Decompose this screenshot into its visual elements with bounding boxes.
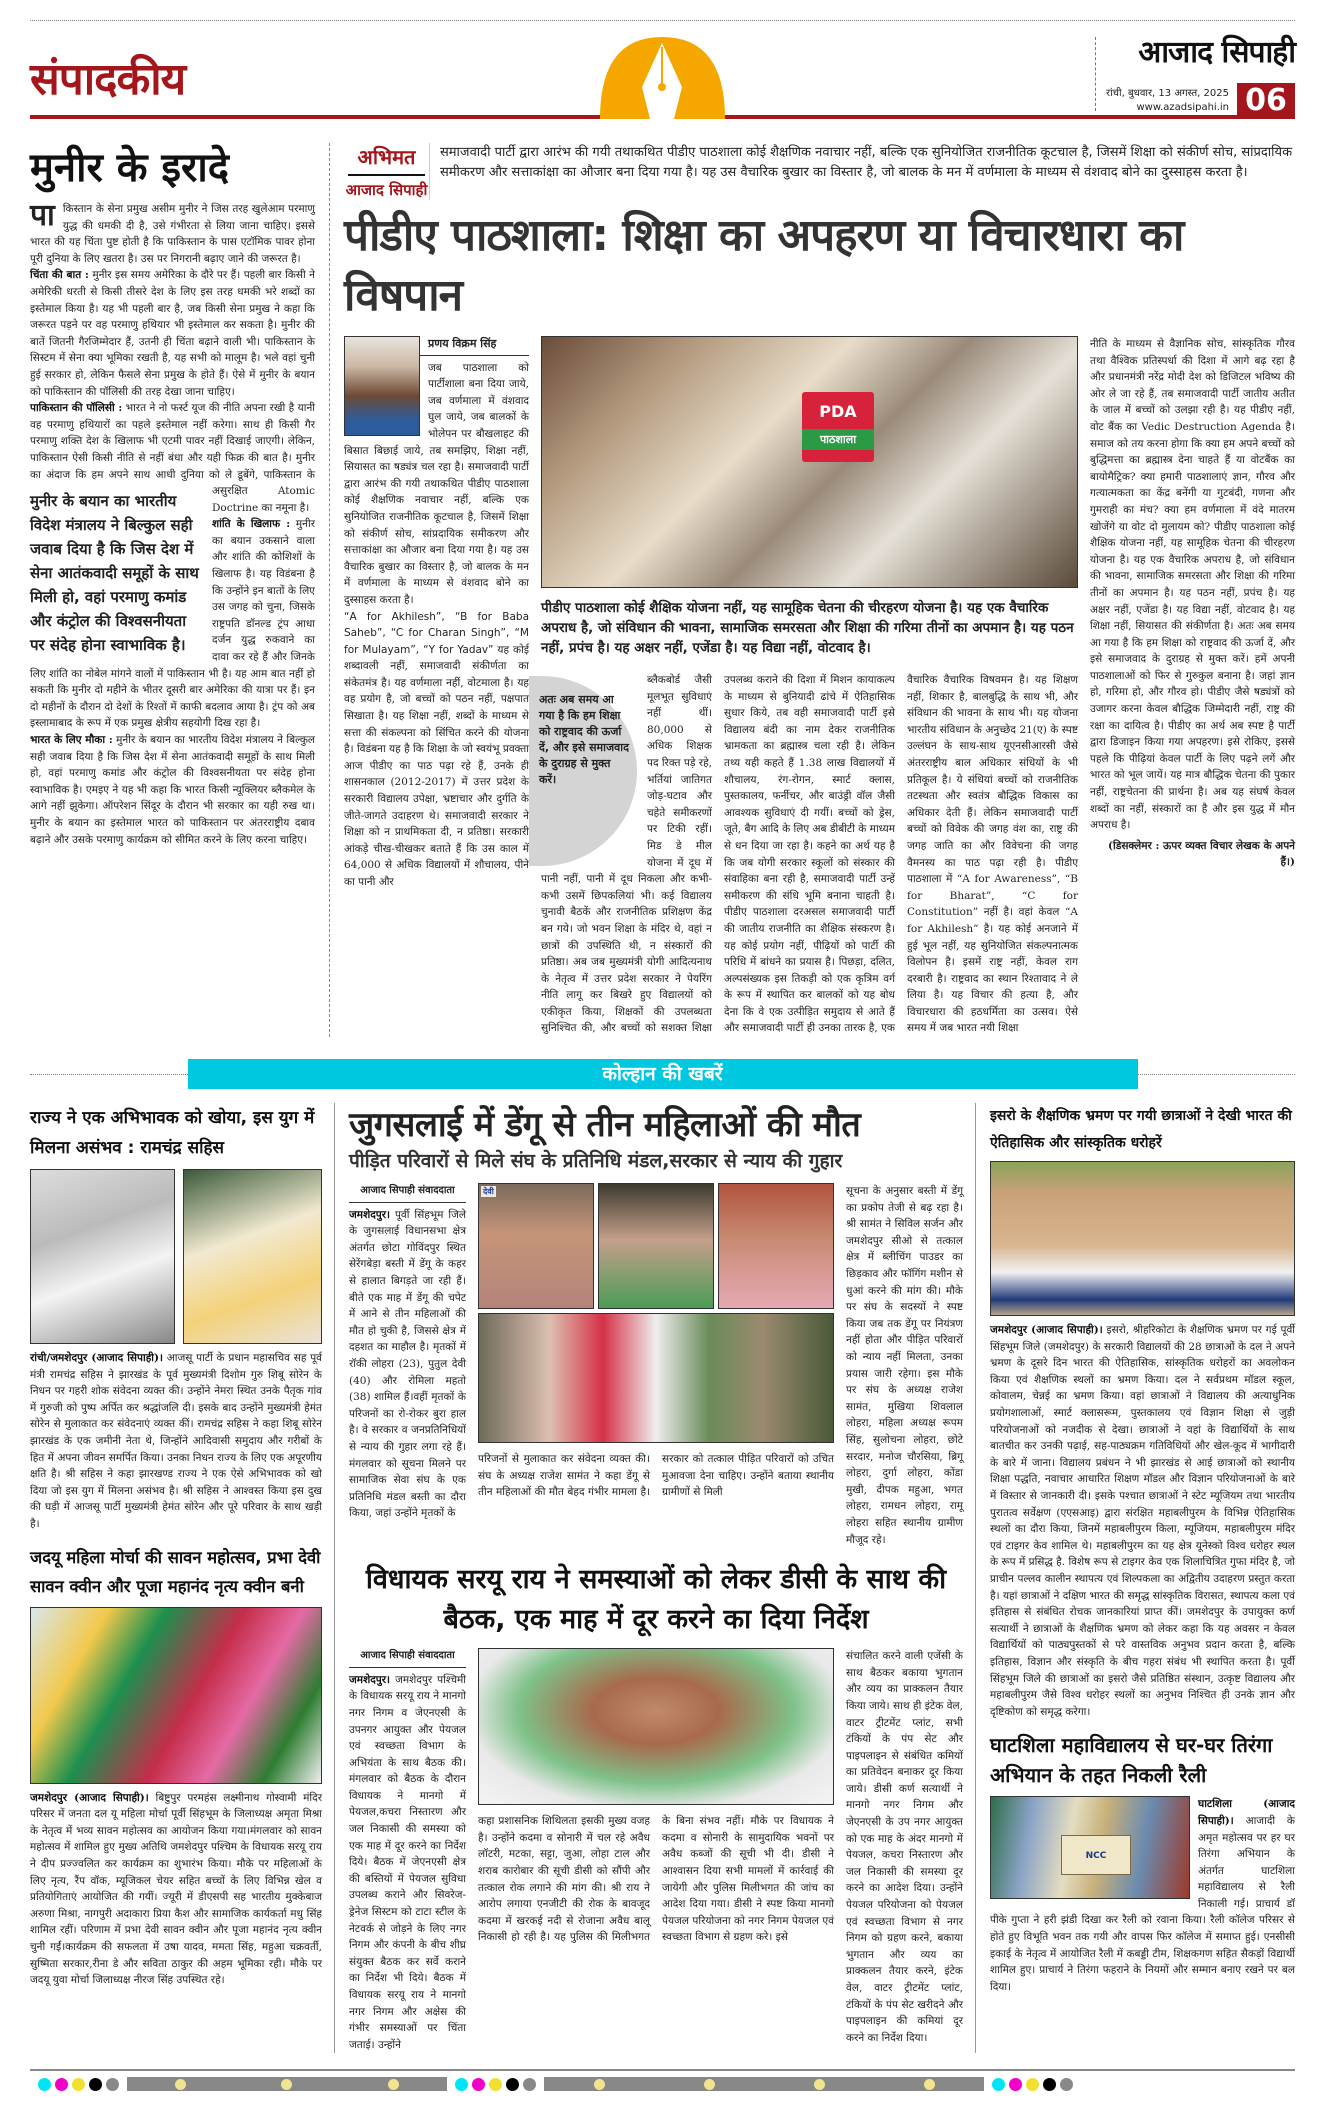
print-bar — [544, 2077, 984, 2091]
band-rule — [30, 1074, 188, 1075]
opinion-para: यह कोई शब्दावली नहीं, समाजवादी संकीर्णता का संकेतमंत्र है। यह वर्णमाला नहीं, वोटमाला है। यह वह प्रयोग है, जो बच्चों को पठन नहीं, पक्षपात सिखाता है। यह शिक्षा नहीं, शब्दों के माध्यम से सत्ता की संकल्पना को सिंचित करने की योजना है। विडंबना यह है कि शिक्षा के जो स्वयंभू प्रवक्ता आज पीडीए का पाठ पढ़ा रहे हैं, उनके ही शासनकाल (2012-2017) में उत्तर प्रदेश के सरकारी विद्यालय उपेक्षा, भ्रष्टाचार और दुर्गति के जीते-जागते उदाहरण थे। समाजवादी सरकार ने शिक्षा को न प्राथमिकता दी, न प्रतिष्ठा। सरकारी आंकड़े चीख-चीखकर बताते हैं कि उस काल में 64,000 से अधिक विद्यालयों में शौचालय, पीने का पानी और — [344, 643, 529, 888]
editorial-para: मुनीर के बयान का भारतीय विदेश मंत्रालय ने बिल्कुल सही जवाब दिया है कि जिस देश में सेना आतंकवादी समूहों के साथ मिली हो, वहां परमाणु कमांड और कंट्रोल की विश्वसनीयता पर संदेह होना स्वाभाविक है। एमइए ने यह भी कहा कि भारत किसी न्यूक्लियर ब्लैकमेल के आगे नहीं झुकेगा। ऑपरेशन सिंदूर के दौरान भी सरकार का यही रुख था। मुनीर के बयान का इस्तेमाल भारत को पाकिस्तान पर अंतरराष्ट्रीय दबाव बढ़ाने और उसके परमाणु कार्यक्रम को सीमित करने के लिए करना चाहिए। — [30, 734, 315, 846]
story-column: सूचना के अनुसार बस्ती में डेंगू का प्रकोप तेजी से बढ़ रहा है। श्री सामंत ने सिविल सर्जन और जमशेदपुर सीओ से तत्काल क्षेत्र में ब्लीचिंग पाउडर का छिड़काव और फॉगिंग मशीन से धुआं करने की मांग की। मौके पर संघ के सदस्यों ने स्पष्ट किया जब तक डेंगू पर नियंत्रण नहीं होता और पीड़ित परिवारों को न्याय नहीं मिलता, उनका प्रयास जारी रहेगा। इस मौके पर संघ के अध्यक्ष राजेश सामंत, मुखिया शिवलाल लोहरा, महिला अध्यक्ष रूपम सिंह, सुलोचना लोहरा, छोटे सरदार, मनोज चौरसिया, ब्रिगू लोहरा, दुर्गा लोहरा, कोंडा मुखी, दीपक महुआ, भगत लोहरा, रामधन लोहरा, रामू लोहरा सहित स्थानीय ग्रामीण मौजूद रहे। — [846, 1185, 963, 1546]
victim-label: देवी — [483, 1187, 494, 1197]
students-group-photo — [990, 1161, 1295, 1316]
print-dot — [388, 2079, 399, 2090]
registration-dot — [523, 2078, 536, 2091]
story-columns — [478, 1451, 834, 1501]
registration-dot — [1026, 2078, 1039, 2091]
left-stories — [30, 1103, 335, 2053]
pda-sign-text: PDA — [819, 402, 857, 421]
band-row — [30, 1059, 1295, 1089]
registration-dot — [89, 2078, 102, 2091]
registration-dot — [472, 2078, 485, 2091]
top-rule — [30, 20, 1295, 21]
opinion-body — [344, 336, 1295, 1037]
section-title: संपादकीय — [30, 54, 186, 105]
opinion-deck: समाजवादी पार्टी द्वारा आरंभ की गयी तथाकथित पीडीए पाठशाला कोई शैक्षणिक नवाचार नहीं, बल्कि एक सुनियोजित राजनीतिक कूटचाल है, जिसमें शिक्षा को संकीर्ण सोच, सांप्रदायिक समीकरण और सत्ताकांक्षा का औजार बना दिया गया है। यह उस वैचारिक बुखार का विस्तार है, जो बालक के मन में वर्णमाला के माध्यम से वंशवाद बोने का दुस्साहस करता है। — [440, 145, 1293, 180]
story-photos — [30, 1169, 322, 1344]
bottom-zone — [30, 1103, 1295, 2053]
opinion-label — [344, 143, 430, 200]
ncc-banner: NCC — [1061, 1835, 1131, 1875]
pen-nib-logo-icon — [580, 37, 745, 119]
registration-marks — [30, 2078, 127, 2091]
print-dot — [175, 2079, 186, 2090]
story-columns — [478, 1813, 834, 1946]
opinion-middle — [541, 336, 1078, 1037]
author-name: प्रणय विक्रम सिंह — [344, 336, 529, 356]
editorial-body — [30, 198, 316, 848]
story-text: निकाली गई। प्राचार्य डॉ पीके गुप्ता ने हरी झंडी दिखा कर रैली को रवाना किया। रैली कॉलेज परिसर से होते हुए विभूति भवन तक गयी और वापस फिर कॉलेज में समाप्त हुई। एनसीसी इकाई के नेतृत्व में आयोजित रैली में कबड्डी टीम, शिक्षकगण सहित सैकड़ों विद्यार्थी शामिल हुए। प्राचार्य ने तिरंगा फहराने के नियमों और सम्मान बनाए रखने पर बल दिया। — [990, 1897, 1295, 1993]
registration-dot — [72, 2078, 85, 2091]
story-dateline: घाटशिला (आजाद सिपाही)। — [1198, 1798, 1295, 1827]
victim-photo — [478, 1183, 594, 1309]
date-block — [1106, 87, 1229, 119]
story-text: आजसू पार्टी के प्रधान महासचिव सह पूर्व मंत्री रामचंद्र सहिस ने झारखंड के पूर्व मुख्यमंत्री दिशोम गुरु शिबू सोरेन के निधन पर गहरी शोक संवेदना व्यक्त की। उन्होंने नेमरा स्थित उनके पैतृक गांव में गुरुजी को पुष्प अर्पित कर श्रद्धांजलि दी। इसके बाद उन्होंने मुख्यमंत्री हेमंत सोरेन से मुलाकात कर संवेदनाएं व्यक्त कीं। रामचंद्र सहिस ने कहा शिबू सोरेन झारखंड के एक जमीनी नेता थे, जिन्होंने आदिवासी समुदाय और गरीबों के हित में अपना जीवन समर्पित किया। उनका निधन राज्य के लिए एक अपूरणीय क्षति है। श्री सहिस ने कहा झारखण्ड राज्य ने एक ऐसे अभिभावक को खो दिया जो इस युग में मिलना असंभव है। श्री सहिस ने आश्वस्त किया इस दुख की घड़ी में आजसू पार्टी मुख्यमंत्री हेमंत सोरेन और पूरे परिवार के साथ खड़ी है। — [30, 1352, 323, 1530]
editorial-side-text: दुनिया को ले डूबेंगे, पाकिस्तान के असुरक्षित Atomic Doctrine का नमूना है। — [180, 468, 315, 514]
print-dot — [281, 2079, 292, 2090]
story-body — [30, 1350, 322, 1533]
pda-sign — [802, 392, 874, 462]
registration-marks — [984, 2078, 1081, 2091]
editorial-subhead: पाकिस्तान की पॉलिसी : — [30, 402, 123, 415]
print-dot — [814, 2079, 825, 2090]
editorial-title: मुनीर के इरादे — [30, 145, 230, 191]
opinion — [344, 143, 1295, 1037]
band-rule — [1138, 1074, 1296, 1075]
registration-marks — [447, 2078, 544, 2091]
top-zone — [30, 143, 1295, 1037]
masthead-right — [745, 35, 1295, 119]
story-column: मामला है। सरकार को तत्काल पीड़ित परिवारों को उचित मुआवजा देना चाहिए। उन्होंने बताया स्थानीय ग्रामीणों से मिली — [611, 1453, 834, 1499]
victim-photos — [478, 1183, 834, 1309]
opinion-intro: जब पाठशाला को पार्टीशाला बना दिया जाये, जब वर्णमाला में वंशवाद घुल जाये, जब बालकों के — [428, 361, 529, 424]
victim-photo — [718, 1183, 834, 1309]
editorial-subhead: भारत के लिए मौका : — [30, 734, 113, 746]
story-text: बिष्टुपुर परमहंस लक्ष्मीनाथ गोस्वामी मंदिर परिसर में जनता दल यू महिला मोर्चा पूर्वी सिंहभूम के जिलाध्यक्ष अमृता मिश्रा के नेतृत्व में भव्य सावन महोत्सव का आयोजन किया गया।मंगलवार को सावन महोत्सव में शामिल हुए मुख्य अतिथि जमशेदपुर पश्चिम के विधायक सरयू राय ने दीप प्रज्ज्वलित कर कार्यक्रम का शुभारंभ किया। मौके पर महिलाओं के लिए नृत्य, रैंप वॉक, म्यूजिकल चेयर सहित बच्चों के लिए विभिन्न खेल व प्रतियोगिताएं आयोजित की गयीं। ज्यूरी में डीएसपी सह भारतीय मुक्केबाज अरुणा मिश्रा, नागपुरी अदाकारा प्रिया कैश और सामाजिक कार्यकर्ता मधु सिंह शामिल रहीं। परिणाम में प्रभा देवी सावन क्वीन और पूजा महानंद नृत्य क्वीन चुनी गईं।कार्यक्रम की सफलता में उषा यादव, ममता सिंह, महुआ चक्रवर्ती, सुष्मिता सरकार,रीना डे और सविता ठाकुर की अहम भूमिका रही। मौके पर जदयू युवा मोर्चा जिलाध्यक्ष नीरज सिंह उपस्थित रहे। — [30, 1791, 322, 1987]
opinion-top — [344, 143, 1295, 200]
opinion-column-1 — [344, 336, 529, 1037]
photo-caption: पीडीए पाठशाला कोई शैक्षिक योजना नहीं, यह सामूहिक चेतना की चीरहरण योजना है। यह एक वैचारिक अपराध है, जो संविधान की भावना, सामाजिक समरसता और शिक्षा की गरिमा तीनों का अपमान है। यह पठन नहीं, प्रपंच है। यह अक्षर नहीं, एजेंडा है। यह विद्या नहीं, वोटवाद है। — [541, 600, 1074, 656]
registration-dot — [106, 2078, 119, 2091]
registration-dot — [1009, 2078, 1022, 2091]
registration-dot — [992, 2078, 1005, 2091]
masthead — [30, 35, 1295, 119]
editorial-subhead: चिंता की बात : — [30, 269, 89, 282]
story-text: इसरो, श्रीहरिकोटा के शैक्षणिक भ्रमण पर गई पूर्वी सिंहभूम जिले (जमशेदपुर) के सरकारी विद्यालयों की 28 छात्राओं के दल ने अपने भ्रमण के दूसरे दिन भारत की ऐतिहासिक, सांस्कृतिक धरोहरों का अवलोकन किया एवं शैक्षणिक स्थलों का भ्रमण किया। दल ने सर्वप्रथम मॉडल स्कूल, कोवालम, चेन्नई का भ्रमण किया। वहां छात्राओं ने विद्यालय की अत्याधुनिक प्रयोगशालाओं, स्मार्ट क्लासरूम, पुस्तकालय एवं विज्ञान शिक्षा से जुड़ी परियोजनाओं को नजदीक से देखा। छात्राओं ने वहां के विद्यार्थियों के साथ बातचीत कर उनकी पढ़ाई, सह-पाठ्यक्रम गतिविधियों और खेल-कूद में भागीदारी के बारे में जाना। विद्यालय प्रबंधन ने भी झारखंड से आई छात्राओं को स्थानीय शिक्षा पद्धति, नवाचार आधारित शिक्षण मॉडल और विज्ञान परियोजनाओं के बारे में विस्तार से जानकारी दी। इसके पश्चात छात्राओं ने स्टेट म्यूजियम तथा भारतीय पुरातत्व सर्वेक्षण (एएसआइ) द्वारा संरक्षित महाबलीपुरम के विभिन्न ऐतिहासिक स्थलों का दौरा किया, जिनमें महाबलीपुरम किला, म्यूजियम, महाबलीपुरम मंदिर एवं टाइगर केव शामिल थे। महाबलीपुरम का यह क्षेत्र यूनेस्को विश्व धरोहर स्थल के रूप में प्रसिद्ध है. विशेष रूप से टाइगर केव एक शिलाचित्रित गुफा मंदिर है, जो प्राचीन पल्लव कालीन स्थापत्य एवं शिल्पकला का अद्वितीय उदाहरण प्रस्तुत करता है। यहां छात्राओं ने दक्षिण भारत की समृद्ध सांस्कृतिक विरासत, स्थापत्य कला एवं इतिहास से संबंधित रोचक जानकारियां प्राप्त कीं। जमशेदपुर के उपायुक्त कर्ण सत्यार्थी ने छात्राओं के शैक्षणिक भ्रमण को लेकर कहा कि यह अवसर न केवल विद्यार्थियों को पाठ्यपुस्तकों से परे वास्तविक अनुभव प्रदान करता है, बल्कि इतिहास, विज्ञान और संस्कृति के बीच गहरा संबंध भी स्थापित करता है। पूर्वी सिंहभूम जिले की छात्राओं का इसरो जैसे प्रतिष्ठित संस्थान, उत्कृष्ट विद्यालय और महाबलीपुरम जैसे विश्व धरोहर स्थलों का अनुभव निश्चित ही उनके ज्ञान और दृष्टिकोण को समृद्ध करेगा। — [990, 1324, 1295, 1718]
byline: आजाद सिपाही संवाददाता — [349, 1648, 466, 1668]
story-headline: राज्य ने एक अभिभावक को खोया, इस युग में मिलना असंभव : रामचंद्र सहिस — [30, 1108, 315, 1159]
story-column: परिजनों से मुलाकात कर संवेदना व्यक्त की। संघ के अध्यक्ष राजेश सामंत ने कहा डेंगू से तीन महिलाओं की मौत बेहद गंभीर — [478, 1453, 650, 1499]
story-side-text: आजादी के अमृत महोत्सव पर हर घर तिरंगा अभियान के अंतर्गत घाटशिला महाविद्यालय से रैली — [1198, 1814, 1295, 1894]
right-stories — [990, 1103, 1295, 2053]
print-dot — [704, 2079, 715, 2090]
masthead-info — [1106, 35, 1295, 119]
opinion-columns — [541, 672, 1078, 1037]
editorial — [30, 143, 330, 1037]
registration-dot — [506, 2078, 519, 2091]
dropcap: पा — [30, 198, 55, 233]
story-dateline: रांची/जमशेदपुर (आजाद सिपाही)। — [30, 1352, 163, 1365]
story-photo — [30, 1169, 175, 1344]
editorial-para: लिए उस जगह को चुना, जिसके राष्ट्रपति डॉनल्ड ट्रंप आधा दर्जन युद्ध रुकवाने का दावा कर रहे हैं और जिनके लिए शांति का नोबेल मांगने वालों में पाकिस्तान भी है। यह आम बात नहीं हो सकती कि मुनीर दो महीने के भीतर दूसरी बार अमेरिका की यात्रा पर हैं। इन दो महीनों के दौरान दो देशों के रिश्तों में काफी बदलाव आया है। ट्रंप को अब इस्लामाबाद के रूप में एक प्रमुख क्षेत्रीय सहयोगी दिख रहा है। — [30, 584, 315, 730]
story-headline: विधायक सरयू राय ने समस्याओं को लेकर डीसी के साथ की बैठक, एक माह में दूर करने का दिया निर्देश — [365, 1564, 947, 1636]
opinion-headline: पीडीए पाठशाला: शिक्षा का अपहरण या विचारधारा का विषपान — [344, 210, 1184, 321]
masthead-divider — [1095, 37, 1096, 111]
kolhan-news-band: कोल्हान की खबरें — [188, 1059, 1138, 1089]
byline: आजाद सिपाही संवाददाता — [349, 1183, 466, 1203]
editorial-subhead: शांति के खिलाफ : — [212, 518, 291, 531]
story-column: संचालित करने वाली एजेंसी के साथ बैठकर बकाया भुगतान और व्यय का प्राक्कलन तैयार किया जाये। साथ ही इंटेक वेल, वाटर ट्रीटमेंट प्लांट, सभी टंकियों के पंप सेट और पाइपलाइन से संबंधित कमियों का प्रतिवेदन बनाकर दूर किया जाये। डीसी कर्ण सत्यार्थी ने मानगो नगर निगम और जेएनएसी के उप नगर आयुक्त को एक माह के अंदर मानगो में पेयजल, कचरा निस्तारण और जल निकासी की समस्या दूर करने का आदेश दिया। उन्होंने पेयजल परियोजना को पेयजल एवं स्वच्छता विभाग से नगर निगम को ग्रहण करने, बकाया भुगतान और व्यय का प्राक्कलन तैयार करने, इंटेक वेल, वाटर ट्रीटमेंट प्लांट, टंकियों के पंप सेट खरीदने और पाइपलाइन की कमियां दूर करने का निर्देश दिया। — [846, 1650, 963, 2044]
print-dot — [594, 2079, 605, 2090]
registration-dot — [38, 2078, 51, 2091]
editorial-para: भारत ने नो फर्स्ट यूज की नीति अपना रखी है यानी वह परमाणु हथियारों का पहले इस्तेमाल नहीं करेगा। साथ ही किसी गैर परमाणु शक्ति देश के खिलाफ भी एटमी पावर नहीं दिखाई जाएगी। लेकिन, पाकिस्तान ऐसी किसी नीति से नहीं बंधा और यही फिक्र की बात है। मुनीर का अंदाज कि हम अपने साथ आधी — [30, 402, 315, 481]
dengue-center — [478, 1183, 834, 1548]
opinion-column-3: विद्यालयों में शौचालय, रंग-रोगन, स्मार्ट क्लास, पुस्तकालय, फर्नीचर, और बाउंड्री वॉल जैसी आवश्यक सुविधाएं दी गयीं। बच्चों को ड्रेस, जूते, बैग आदि के लिए अब डीबीटी के माध्यम से धन दिया जा रहा है। कहने का अर्थ यह है कि जब योगी सरकार स्कूलों को संस्कार की संवाहिका बना रही है, समाजवादी पार्टी उन्हें समीकरण की संधि भूमि बनाना चाहती है। पीडीए पाठशाला दरअसल समाजवादी पार्टी की जातीय राजनीति का शैक्षिक संस्करण है। यह कोई प्रयोग नहीं, पीढ़ियों को पार्टी की परिधि में बांधने का प्रयास है। पिछड़ा, दलित, अल्पसंख्यक इस तिकड़ी को एक कृत्रिम वर्ग के रूप में स्थापित कर बालकों को यह बोध देना कि वे एक उत्पीड़ित समुदाय से आते हैं और समाजवादी पार्टी ही उनका तारक है, एक वैचारिक वैचारिक विषवमन है। यह शिक्षण नहीं, शिकार है, बालबुद्धि के साथ भी, और — [724, 674, 1078, 1035]
pathshala-sign-text: पाठशाला — [802, 429, 874, 450]
story-column: के बिना संभव नहीं। मौके पर विधायक ने कदमा व सोनारी के सामुदायिक भवनों पर अवैध कब्जों की सूची भी दी। डीसी ने आश्वासन दिया सभी मामलों में कार्रवाई की जायेगी और पुलिस मिलीभगत की जांच का आदेश दिया गया। डीसी ने स्पष्ट किया मानगो पेयजल परियोजना को नगर निगम पेयजल एवं स्वच्छता विभाग से ग्रहण करे। इसे — [662, 1815, 834, 1944]
date-row — [1106, 83, 1295, 119]
newspaper-name: आजाद सिपाही — [1138, 35, 1295, 70]
print-marks — [30, 2069, 1295, 2091]
story-headline: जदयू महिला मोर्चा की सावन महोत्सव, प्रभा देवी सावन क्वीन और पूजा महानंद नृत्य क्वीन बनी — [30, 1547, 321, 1596]
editorial-para: मुनीर इस समय अमेरिका के दौरे पर हैं। पहली बार किसी ने अमेरिकी धरती से किसी तीसरे देश के लिए इस तरह धमकी भरे शब्दों का इस्तेमाल किया है। यह भी पहली बार है, जब किसी सेना प्रमुख ने कहा कि जरूरत पड़ने पर वह परमाणु हथियार भी इस्तेमाल कर सकता है। मुनीर की बातें जितनी गैरजिम्मेदार हैं, उतनी ही चिंता बढ़ाने वाली भी। पाकिस्तान के सिस्टम में सेना क्या भूमिका रखती है, यह सभी को मालूम है। भले वहां चुनी हुई सरकार हो, लेकिन फैसले सेना प्रमुख के होते हैं। ऐसे में मुनीर के बयान को पाकिस्तान की पॉलिसी की तरह देखा जाना चाहिए। — [30, 269, 316, 398]
editorial-pullquote: मुनीर के बयान का भारतीय विदेश मंत्रालय ने बिल्कुल सही जवाब दिया है कि जिस देश में सेना आतंकवादी समूहों के साथ मिली हो, वहां परमाणु कमांड और कंट्रोल की विश्वसनीयता पर संदेह होना स्वाभाविक है। — [30, 492, 199, 655]
author-photo — [344, 336, 420, 436]
story-body — [30, 1790, 322, 1989]
opinion-para: नीति के माध्यम से वैज्ञानिक सोच, सांस्कृतिक गौरव तथा वैश्विक प्रतिस्पर्धा की दिशा में आगे बढ़ रहा है और प्रधानमंत्री नरेंद्र मोदी देश को डिजिटल भविष्य की ओर ले जा रहे हैं, तब समाजवादी पार्टी जातीय अतीत के जाल में बच्चों को उलझा रही है। यह पीडीए नहीं, वोट बैंक का Vedic Destruction Agenda है। समाज को तय करना होगा कि क्या हम अपने बच्चों को बुद्धिमत्ता का ब्रह्मास्त्र देना चाहते हैं या वोटबैंक का बायोमैट्रिक? क्या हमारी पाठशालाएं ज्ञान, गौरव और गत्यात्मकता का केंद्र बनेंगी या गुटबंदी, गणना और गुमराही का मंच? क्या हम वर्णमाला में वंदे मातरम खोजेंगे या वोट दो मुलायम को? पीडीए पाठशाला कोई शैक्षिक योजना नहीं, यह सामूहिक चेतना की चीरहरण योजना है। यह एक वैचारिक अपराध है, जो संविधान की भावना, सामाजिक समरसता और शिक्षा की गरिमा तीनों का अपमान है। यह पठन नहीं, प्रपंच है। यह अक्षर नहीं, एजेंडा है। यह विद्या नहीं, वोटवाद है। यह शिक्षा नहीं, सियासत की संकीर्णता है। अतः अब समय आ गया है कि हम शिक्षा को राष्ट्रवाद की ऊर्जा दें, और इसे समाजवाद के दुराग्रह से मुक्त करें। हमें अपनी पाठशालाओं को फिर से गुरुकुल बनाना है। जहां ज्ञान हो, गरिमा हो, और गौरव हो। पीडीए जैसे षड्यंत्रों को उजागर करना केवल बौद्धिक जिम्मेदारी नहीं, राष्ट्र की रक्षा का दायित्व है। पीडीए का अर्थ अब स्पष्ट है पार्टी द्वारा डिजाइन किया गया अपहरण। इसे रोकिए, इससे पहले कि पीढ़ियां केवल पार्टी के लिए पढ़ने लगें और भारत को भूल जायें। यह मात्र बौद्धिक चेतना की पुकार नहीं, राष्ट्रचेतना की प्रार्थना है। अब यह संघर्ष केवल शब्दों का नहीं, संस्कारों का है और इस युद्ध में मौन अपराध है। — [1090, 338, 1295, 832]
registration-dot — [489, 2078, 502, 2091]
mla-portrait — [478, 1648, 834, 1805]
story-column — [349, 1183, 466, 1548]
story-dateline: जमशेदपुर (आजाद सिपाही)। — [30, 1791, 149, 1804]
registration-dot — [55, 2078, 68, 2091]
registration-dot — [1043, 2078, 1056, 2091]
victim-photo — [598, 1183, 714, 1309]
registration-dot — [455, 2078, 468, 2091]
delegation-photo — [478, 1313, 834, 1443]
opinion-english-quote: “A for Akhilesh”, “B for Baba Saheb”, “C for Charan Singh”, “M for Mulayam”, “Y for Yadav” — [344, 610, 529, 656]
story-headline: जुगसलाई में डेंगू से तीन महिलाओं की मौत — [349, 1105, 861, 1146]
page-number: 06 — [1237, 83, 1295, 119]
pda-pathshala-photo — [541, 336, 1078, 588]
story-text: जमशेदपुर पश्चिमी के विधायक सरयू राय ने मानगो नगर निगम व जेएनएसी के उपनगर आयुक्त और पेयजल एवं स्वच्छता विभाग के अभियंता के साथ बैठक की। मंगलवार को बैठक के दौरान विधायक ने मानगो में पेयजल,कचरा निस्तारण और जल निकासी की समस्या को एक माह में दूर करने का निर्देश दिये। बैठक में जेएनएसी क्षेत्र की बस्तियों में पेयजल सुविधा उपलब्ध कराने और सिवरेज-ड्रेनेज सिस्टम को टाटा स्टील के नेटवर्क से जोड़ने के लिए नगर निगम और कंपनी के बीच शीघ्र संयुक्त बैठक कर सर्वे कराने का निर्देश भी दिये। बैठक में विधायक सरयू राय ने मानगो नगर निगम और अक्षेस की गंभीर समस्याओं पर चिंता जताई। उन्होंने — [349, 1673, 466, 2051]
story-dateline: जमशेदपुर। — [349, 1673, 391, 1686]
website-link[interactable]: www.azadsipahi.in — [1136, 102, 1229, 113]
story-body — [990, 1796, 1295, 1995]
story-headline: इसरो के शैक्षणिक भ्रमण पर गयी छात्राओं ने देखी भारत की ऐतिहासिक और सांस्कृतिक धरोहरें — [990, 1108, 1292, 1152]
editorial-side-text: मुनीर का बयान उकसाने वाला और शांति की कोशिशों के खिलाफ है। यह विडंबना है कि उन्होंने इन बातों के — [212, 518, 315, 597]
dateline: रांची, बुधवार, 13 अगस्त, 2025 — [1105, 88, 1229, 99]
saryu-story — [349, 1648, 963, 2053]
story-column: कहा प्रशासनिक शिथिलता इसकी मुख्य वजह है। उन्होंने कदमा व सोनारी में चल रहे अवैध लॉटरी, मटका, सट्टा, जुआ, लोहा टाल और शराब कारोबार की सूची डीसी को सौंपी और तत्काल रोक लगाने की मांग की। श्री राय ने आरोप लगाया एनजीटी की रोक के बावजूद कदमा में खरकई नदी से रोजाना अवैध बालू निकासी हो रही है। यह पुलिस की मिलीभगत — [478, 1815, 650, 1944]
editorial-para: किस्तान के सेना प्रमुख असीम मुनीर ने जिस तरह खुलेआम परमाणु युद्ध की धमकी दी है, उसे गंभीरता से लिया जाना चाहिए। इससे भारत की यह चिंता पुष्ट होती है कि पाकिस्तान के पास एटॉमिक पावर होना पूरी दुनिया के लिए खतरा है। उस पर निगरानी बढ़ाए जाने की जरूरत है। — [30, 203, 315, 265]
opinion-label-top: अभिमत — [357, 145, 416, 169]
story-column — [349, 1648, 466, 2053]
opinion-pullquote: अतः अब समय आ गया है कि हम शिक्षा को राष्ट्रवाद की ऊर्जा दें, और इसे समाजवाद के दुराग्रह से मुक्त करें। — [529, 676, 637, 866]
registration-dot — [1060, 2078, 1073, 2091]
sawan-festival-photo — [30, 1607, 322, 1784]
dengue-story — [349, 1183, 963, 1548]
middle-stories — [349, 1103, 976, 2053]
rally-photo — [990, 1796, 1190, 1899]
opinion-para: भोलेपन पर बौखलाहट की बिसात बिछाई जाये, तब समझिए, शिक्षा नहीं, सियासत का षड्यंत्र चल रहा है। समाजवादी पार्टी द्वारा आरंभ की गयी तथाकथित पीडीए पाठशाला कोई शैक्षणिक नवाचार नहीं, बल्कि एक सुनियोजित राजनीतिक कूटचाल है, जिसमें शिक्षा को संकीर्ण सोच, सांप्रदायिक समीकरण और सत्ताकांक्षा का औजार बना दिया गया है। यह उस वैचारिक बुखार का विस्तार है, जो बालक के मन में वर्णमाला के माध्यम से वंशवाद बोने का दुस्साहस करता है। — [344, 427, 529, 606]
story-body — [990, 1322, 1295, 1720]
story-headline: घाटशिला महाविद्यालय से घर-घर तिरंगा अभियान के तहत निकली रैली — [990, 1733, 1273, 1788]
story-text: पूर्वी सिंहभूम जिले के जुगसलाई विधानसभा क्षेत्र अंतर्गत छोटा गोविंदपुर स्थित सेरेंगबेड़ा बस्ती में डेंगू के कहर से हालात बिगड़ते जा रही हैं। बीते एक माह में डेंगू की चपेट में आने से तीन महिलाओं की मौत हो चुकी है, जिससे क्षेत्र में दहशत का माहौल है। मृतकों में रॉकी लोहरा (23), पुतुल देवी (40) और रोमिला महतो (38) शामिल हैं।वहीं मृतकों के परिजनों का रो-रोकर बुरा हाल है। वे सरकार व जनप्रतिनिधियों से न्याय की गुहार लगा रहे हैं। मंगलवार को सूचना मिलने पर सामाजिक सेवा संघ के एक प्रतिनिधि मंडल बस्ती का दौरा किया, जहां उन्होंने मृतकों के — [349, 1208, 466, 1520]
opinion-column-4: संविधान की भावना के साथ भी। यह योजना भारतीय संविधान के अनुच्छेद 21(ए) के स्पष्ट उल्लंघन के साथ-साथ यूएनसीआरसी जैसे अंतरराष्ट्रीय बाल अधिकार संधियों के भी प्रतिकूल है। ये संधियां बच्चों को राजनीतिक तटस्थता और स्वतंत्र बौद्धिक विकास का अधिकार देती हैं। लेकिन समाजवादी पार्टी बच्चों को विवेक की जगह वंश का, राष्ट्र की जगह जाति का और विवेचना की जगह वैमनस्य का पाठ पढ़ा रही है। पीडीए पाठशाला में “A for Awareness”, “B for Bharat”, “C for Constitution” नहीं है। वहां केवल “A for Akhilesh” है। यह कोई अनजाने में हुई भूल नहीं, यह सुनियोजित संकल्पनात्मक विलोपन है। इसमें राष्ट्र नहीं, केवल राग दरबारी है। राष्ट्रवाद का स्थान रिश्तावाद ने ले लिया है। यह विचार की हत्या है, और विचारधारा की हठधर्मिता का उत्सव। ऐसे समय में जब भारत नयी शिक्षा — [907, 707, 1078, 1035]
opinion-column-5 — [1090, 336, 1295, 1037]
tribute-photo — [183, 1169, 322, 1344]
opinion-column-2: ब्लैकबोर्ड जैसी मूलभूत सुविधाएं नहीं थीं। 80,000 से अधिक शिक्षक पद रिक्त पड़े रहे, भर्तियां जातिगत जोड़-घटाव और चहेते समीकरणों पर टिकी रहीं। मिड डे मील योजना में दूध में पानी नहीं, पानी में दूध निकला और कभी-कभी उसमें छिपकलियां भी। कई विद्यालय चुनावी बैठकें और राजनीतिक प्रशिक्षण केंद्र बन गये। जो भवन शिक्षा के मंदिर थे, वहां न छात्रों की उपस्थिति थी, न संस्कारों की प्रतिष्ठा। अब जब मुख्यमंत्री योगी आदित्यनाथ के नेतृत्व में उत्तर प्रदेश सरकार ने पेयरिंग नीति लागू कर बिखरे हुए विद्यालयों को एकीकृत किया, शिक्षकों की उपलब्धता सुनिश्चित की, और बच्चों को सशक्त शिक्षा उपलब्ध कराने की दिशा में मिशन कायाकल्प के माध्यम से बुनियादी ढांचे में ऐतिहासिक सुधार किये, तब वही समाजवादी पार्टी इसे विद्यालय बंदी का नाम देकर राजनीतिक भ्रामकता का ब्रह्मास्त्र चला रही है। लेकिन तथ्य यही कहते हैं 1.38 लाख — [541, 674, 895, 1035]
opinion-label-bottom: आजाद सिपाही — [345, 181, 428, 199]
print-bar — [127, 2077, 447, 2091]
saryu-center — [478, 1648, 834, 2053]
story-subhead: पीड़ित परिवारों से मिले संघ के प्रतिनिधि मंडल,सरकार से न्याय की गुहार — [349, 1150, 843, 1173]
print-dot — [924, 2079, 935, 2090]
story-dateline: जमशेदपुर (आजाद सिपाही)। — [990, 1324, 1103, 1337]
story-dateline: जमशेदपुर। — [349, 1208, 391, 1221]
opinion-label-rule — [348, 174, 425, 176]
disclaimer: (डिसक्लेमर : ऊपर व्यक्त विचार लेखक के अपने हैं।) — [1108, 839, 1295, 869]
